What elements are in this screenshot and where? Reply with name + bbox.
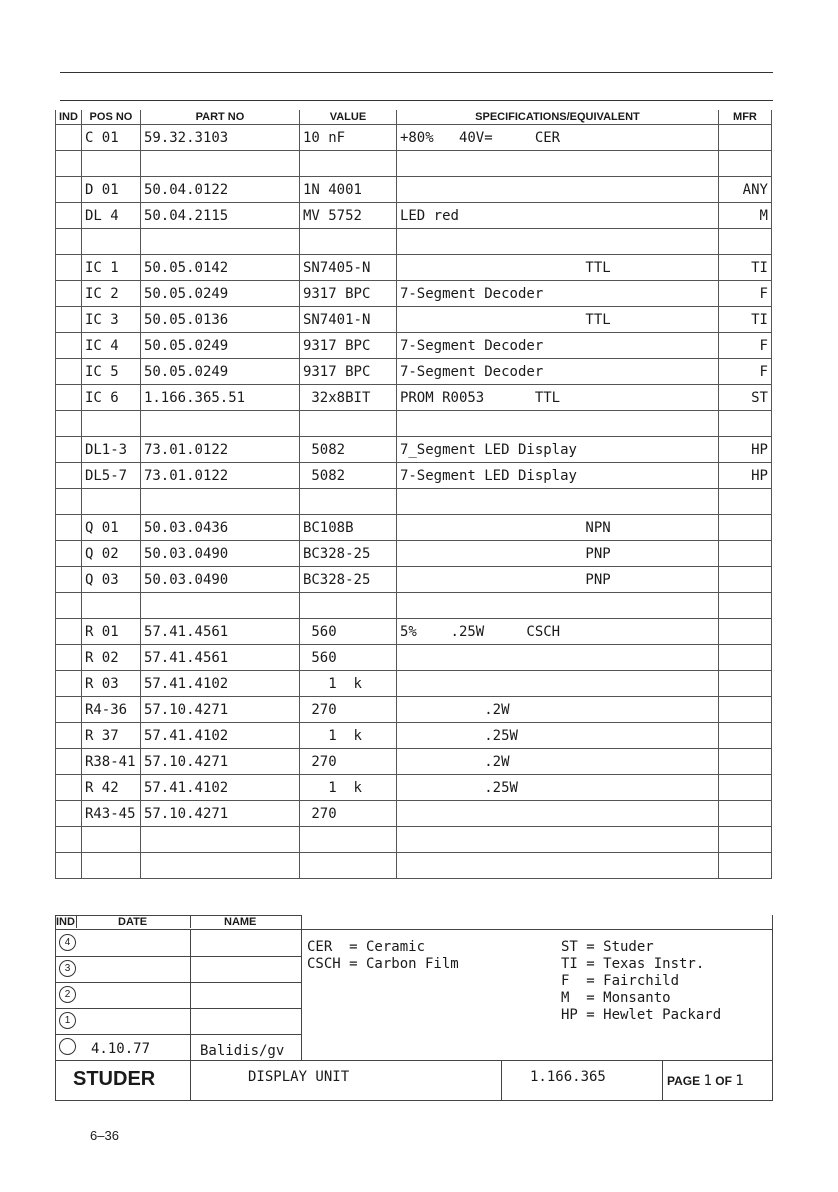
cell-spec: .25W — [396, 775, 718, 801]
cell-ind — [56, 723, 82, 749]
cell-spec: LED red — [396, 203, 718, 229]
table-row — [56, 749, 772, 775]
cell-spec — [396, 853, 718, 879]
cell-ind — [56, 463, 82, 489]
cell-pos: DL 4 — [81, 203, 140, 229]
cell-pos: R38-41 — [81, 749, 140, 775]
table-row — [56, 177, 772, 203]
cell-pos: R43-45 — [81, 801, 140, 827]
cell-ind — [56, 853, 82, 879]
header-specifications: SPECIFICATIONS/EQUIVALENT — [396, 110, 718, 125]
cell-spec: .2W — [396, 697, 718, 723]
cell-value: 1N 4001 — [299, 177, 396, 203]
cell-value — [299, 229, 396, 255]
legend-manufacturers: ST = Studer TI = Texas Instr. F = Fairchild M = Monsanto HP = Hewlet Packard — [561, 939, 722, 1023]
cell-value: BC108B — [299, 515, 396, 541]
cell-pos — [81, 229, 140, 255]
table-row — [56, 359, 772, 385]
cell-value — [299, 853, 396, 879]
cell-pos — [81, 411, 140, 437]
cell-ind — [56, 333, 82, 359]
cell-mfr — [718, 723, 771, 749]
cell-ind — [56, 281, 82, 307]
cell-part: 50.05.0249 — [140, 333, 299, 359]
cell-part: 57.10.4271 — [140, 801, 299, 827]
cell-part: 59.32.3103 — [140, 125, 299, 151]
cell-part: 50.05.0142 — [140, 255, 299, 281]
cell-mfr: TI — [718, 255, 771, 281]
cell-mfr: ANY — [718, 177, 771, 203]
cell-value: SN7401-N — [299, 307, 396, 333]
cell-part — [140, 151, 299, 177]
cell-value: 270 — [299, 801, 396, 827]
cell-value: 270 — [299, 749, 396, 775]
cell-value — [299, 827, 396, 853]
cell-mfr — [718, 697, 771, 723]
cell-ind — [56, 775, 82, 801]
cell-mfr: F — [718, 333, 771, 359]
cell-part: 57.41.4561 — [140, 645, 299, 671]
cell-ind — [56, 593, 82, 619]
cell-value: SN7405-N — [299, 255, 396, 281]
table-row — [56, 645, 772, 671]
cell-spec: +80% 40V= CER — [396, 125, 718, 151]
cell-ind — [56, 645, 82, 671]
cell-part: 50.05.0136 — [140, 307, 299, 333]
cell-value: BC328-25 — [299, 567, 396, 593]
cell-part: 57.41.4102 — [140, 671, 299, 697]
cell-pos — [81, 827, 140, 853]
cell-value: 1 k — [299, 671, 396, 697]
cell-ind — [56, 229, 82, 255]
pages-value: 1 — [735, 1073, 744, 1089]
cell-value: 32x8BIT — [299, 385, 396, 411]
cell-spec: NPN — [396, 515, 718, 541]
cell-spec — [396, 411, 718, 437]
cell-pos: Q 01 — [81, 515, 140, 541]
cell-spec: .25W — [396, 723, 718, 749]
cell-part: 57.10.4271 — [140, 749, 299, 775]
cell-ind — [56, 255, 82, 281]
table-row — [56, 619, 772, 645]
cell-value: 560 — [299, 645, 396, 671]
cell-spec: 7-Segment Decoder — [396, 333, 718, 359]
of-label: OF — [715, 1074, 732, 1088]
cell-mfr — [718, 151, 771, 177]
cell-spec — [396, 593, 718, 619]
cell-ind — [56, 541, 82, 567]
cell-spec: 7-Segment Decoder — [396, 281, 718, 307]
table-row — [56, 827, 772, 853]
header-part-no: PART NO — [140, 110, 299, 125]
cell-spec — [396, 177, 718, 203]
cell-spec: 7_Segment LED Display — [396, 437, 718, 463]
cell-pos: IC 2 — [81, 281, 140, 307]
cell-pos: D 01 — [81, 177, 140, 203]
cell-pos: R 03 — [81, 671, 140, 697]
cell-ind — [56, 697, 82, 723]
cell-pos: R 42 — [81, 775, 140, 801]
cell-ind — [56, 203, 82, 229]
table-row — [56, 723, 772, 749]
cell-ind — [56, 749, 82, 775]
cell-value: 10 nF — [299, 125, 396, 151]
revision-mark-4: 4 — [59, 934, 76, 951]
cell-spec — [396, 489, 718, 515]
studer-logo: STUDER — [73, 1068, 156, 1090]
cell-spec — [396, 645, 718, 671]
table-row — [56, 515, 772, 541]
cell-spec: .2W — [396, 749, 718, 775]
cell-mfr — [718, 593, 771, 619]
table-row — [56, 671, 772, 697]
cell-mfr: HP — [718, 437, 771, 463]
cell-pos: IC 6 — [81, 385, 140, 411]
cell-value: 1 k — [299, 723, 396, 749]
table-header-row — [56, 110, 772, 125]
table-row — [56, 593, 772, 619]
cell-part: 57.41.4102 — [140, 723, 299, 749]
cell-mfr: F — [718, 281, 771, 307]
table-row — [56, 229, 772, 255]
table-row — [56, 281, 772, 307]
cell-mfr — [718, 229, 771, 255]
cell-mfr — [718, 619, 771, 645]
cell-value — [299, 411, 396, 437]
cell-pos: R 37 — [81, 723, 140, 749]
cell-ind — [56, 385, 82, 411]
table-row — [56, 437, 772, 463]
cell-part — [140, 489, 299, 515]
cell-ind — [56, 307, 82, 333]
cell-mfr — [718, 567, 771, 593]
cell-pos: DL1-3 — [81, 437, 140, 463]
table-row — [56, 567, 772, 593]
document-title: DISPLAY UNIT — [248, 1069, 350, 1085]
revision-name: Balidis/gv — [200, 1043, 285, 1059]
cell-ind — [56, 827, 82, 853]
table-row — [56, 489, 772, 515]
cell-spec: TTL — [396, 255, 718, 281]
cell-part: 73.01.0122 — [140, 437, 299, 463]
table-row — [56, 333, 772, 359]
cell-mfr — [718, 801, 771, 827]
cell-pos — [81, 151, 140, 177]
cell-part: 57.10.4271 — [140, 697, 299, 723]
cell-part: 50.04.2115 — [140, 203, 299, 229]
table-row — [56, 411, 772, 437]
cell-pos: R4-36 — [81, 697, 140, 723]
table-row — [56, 151, 772, 177]
cell-value — [299, 593, 396, 619]
cell-spec — [396, 229, 718, 255]
cell-value — [299, 489, 396, 515]
cell-ind — [56, 151, 82, 177]
cell-spec: PROM R0053 TTL — [396, 385, 718, 411]
cell-part — [140, 411, 299, 437]
table-row — [56, 697, 772, 723]
cell-mfr — [718, 645, 771, 671]
cell-mfr — [718, 775, 771, 801]
cell-pos: C 01 — [81, 125, 140, 151]
cell-spec: 7-Segment LED Display — [396, 463, 718, 489]
cell-ind — [56, 567, 82, 593]
cell-spec: 5% .25W CSCH — [396, 619, 718, 645]
cell-mfr — [718, 411, 771, 437]
cell-mfr — [718, 671, 771, 697]
cell-value: 9317 BPC — [299, 333, 396, 359]
cell-spec: PNP — [396, 567, 718, 593]
cell-ind — [56, 801, 82, 827]
cell-pos: DL5-7 — [81, 463, 140, 489]
cell-ind — [56, 619, 82, 645]
footer-ind-label: IND — [56, 916, 75, 928]
cell-mfr: M — [718, 203, 771, 229]
page-value: 1 — [703, 1073, 712, 1089]
table-row — [56, 203, 772, 229]
cell-pos: R 02 — [81, 645, 140, 671]
cell-mfr — [718, 489, 771, 515]
table-row — [56, 801, 772, 827]
cell-part: 50.05.0249 — [140, 281, 299, 307]
cell-ind — [56, 515, 82, 541]
cell-pos: Q 02 — [81, 541, 140, 567]
cell-value — [299, 151, 396, 177]
revision-mark-0 — [59, 1038, 76, 1055]
cell-ind — [56, 125, 82, 151]
legend-materials: CER = Ceramic CSCH = Carbon Film — [307, 939, 459, 972]
cell-pos: Q 03 — [81, 567, 140, 593]
cell-pos: R 01 — [81, 619, 140, 645]
cell-value: 1 k — [299, 775, 396, 801]
cell-mfr: TI — [718, 307, 771, 333]
header-mfr: MFR — [718, 110, 771, 125]
cell-spec: PNP — [396, 541, 718, 567]
cell-ind — [56, 489, 82, 515]
parts-list-table — [55, 110, 772, 879]
document-number: 1.166.365 — [530, 1069, 606, 1085]
cell-part: 50.03.0490 — [140, 541, 299, 567]
page-indicator — [667, 1073, 744, 1089]
cell-spec — [396, 151, 718, 177]
cell-pos: IC 3 — [81, 307, 140, 333]
cell-part: 57.41.4102 — [140, 775, 299, 801]
cell-mfr: F — [718, 359, 771, 385]
table-row — [56, 385, 772, 411]
top-rule-1 — [60, 72, 773, 73]
title-block — [55, 915, 773, 1101]
header-value: VALUE — [299, 110, 396, 125]
cell-pos — [81, 853, 140, 879]
revision-date: 4.10.77 — [91, 1041, 151, 1057]
table-row — [56, 255, 772, 281]
cell-ind — [56, 411, 82, 437]
page-number: 6–36 — [90, 1128, 119, 1143]
cell-part — [140, 853, 299, 879]
cell-spec — [396, 671, 718, 697]
cell-pos: IC 4 — [81, 333, 140, 359]
table-row — [56, 125, 772, 151]
cell-mfr — [718, 125, 771, 151]
cell-value: BC328-25 — [299, 541, 396, 567]
footer-date-label: DATE — [118, 916, 148, 928]
table-row — [56, 463, 772, 489]
cell-spec: 7-Segment Decoder — [396, 359, 718, 385]
cell-mfr: HP — [718, 463, 771, 489]
cell-value: 560 — [299, 619, 396, 645]
cell-part — [140, 593, 299, 619]
cell-value: 9317 BPC — [299, 281, 396, 307]
table-row — [56, 775, 772, 801]
cell-part: 50.03.0436 — [140, 515, 299, 541]
revision-mark-3: 3 — [59, 960, 76, 977]
table-row — [56, 541, 772, 567]
page-label: PAGE — [667, 1074, 701, 1088]
cell-value: 5082 — [299, 437, 396, 463]
header-pos-no: POS NO — [81, 110, 140, 125]
top-rule-2 — [60, 100, 773, 101]
cell-value: 5082 — [299, 463, 396, 489]
cell-part: 50.05.0249 — [140, 359, 299, 385]
cell-value: 270 — [299, 697, 396, 723]
cell-part: 73.01.0122 — [140, 463, 299, 489]
revision-mark-1: 1 — [59, 1012, 76, 1029]
cell-mfr — [718, 515, 771, 541]
revision-mark-2: 2 — [59, 986, 76, 1003]
cell-pos: IC 1 — [81, 255, 140, 281]
table-row — [56, 853, 772, 879]
cell-ind — [56, 177, 82, 203]
footer-name-label: NAME — [224, 916, 257, 928]
cell-mfr — [718, 541, 771, 567]
cell-part — [140, 229, 299, 255]
table-row — [56, 307, 772, 333]
cell-value: 9317 BPC — [299, 359, 396, 385]
cell-spec — [396, 827, 718, 853]
cell-ind — [56, 359, 82, 385]
cell-mfr — [718, 749, 771, 775]
cell-part: 57.41.4561 — [140, 619, 299, 645]
cell-pos — [81, 593, 140, 619]
cell-ind — [56, 671, 82, 697]
cell-mfr — [718, 827, 771, 853]
cell-part — [140, 827, 299, 853]
cell-pos — [81, 489, 140, 515]
cell-part: 1.166.365.51 — [140, 385, 299, 411]
cell-mfr: ST — [718, 385, 771, 411]
cell-spec: TTL — [396, 307, 718, 333]
cell-value: MV 5752 — [299, 203, 396, 229]
cell-part: 50.04.0122 — [140, 177, 299, 203]
cell-mfr — [718, 853, 771, 879]
cell-ind — [56, 437, 82, 463]
header-ind: IND — [56, 110, 82, 125]
cell-part: 50.03.0490 — [140, 567, 299, 593]
cell-pos: IC 5 — [81, 359, 140, 385]
cell-spec — [396, 801, 718, 827]
